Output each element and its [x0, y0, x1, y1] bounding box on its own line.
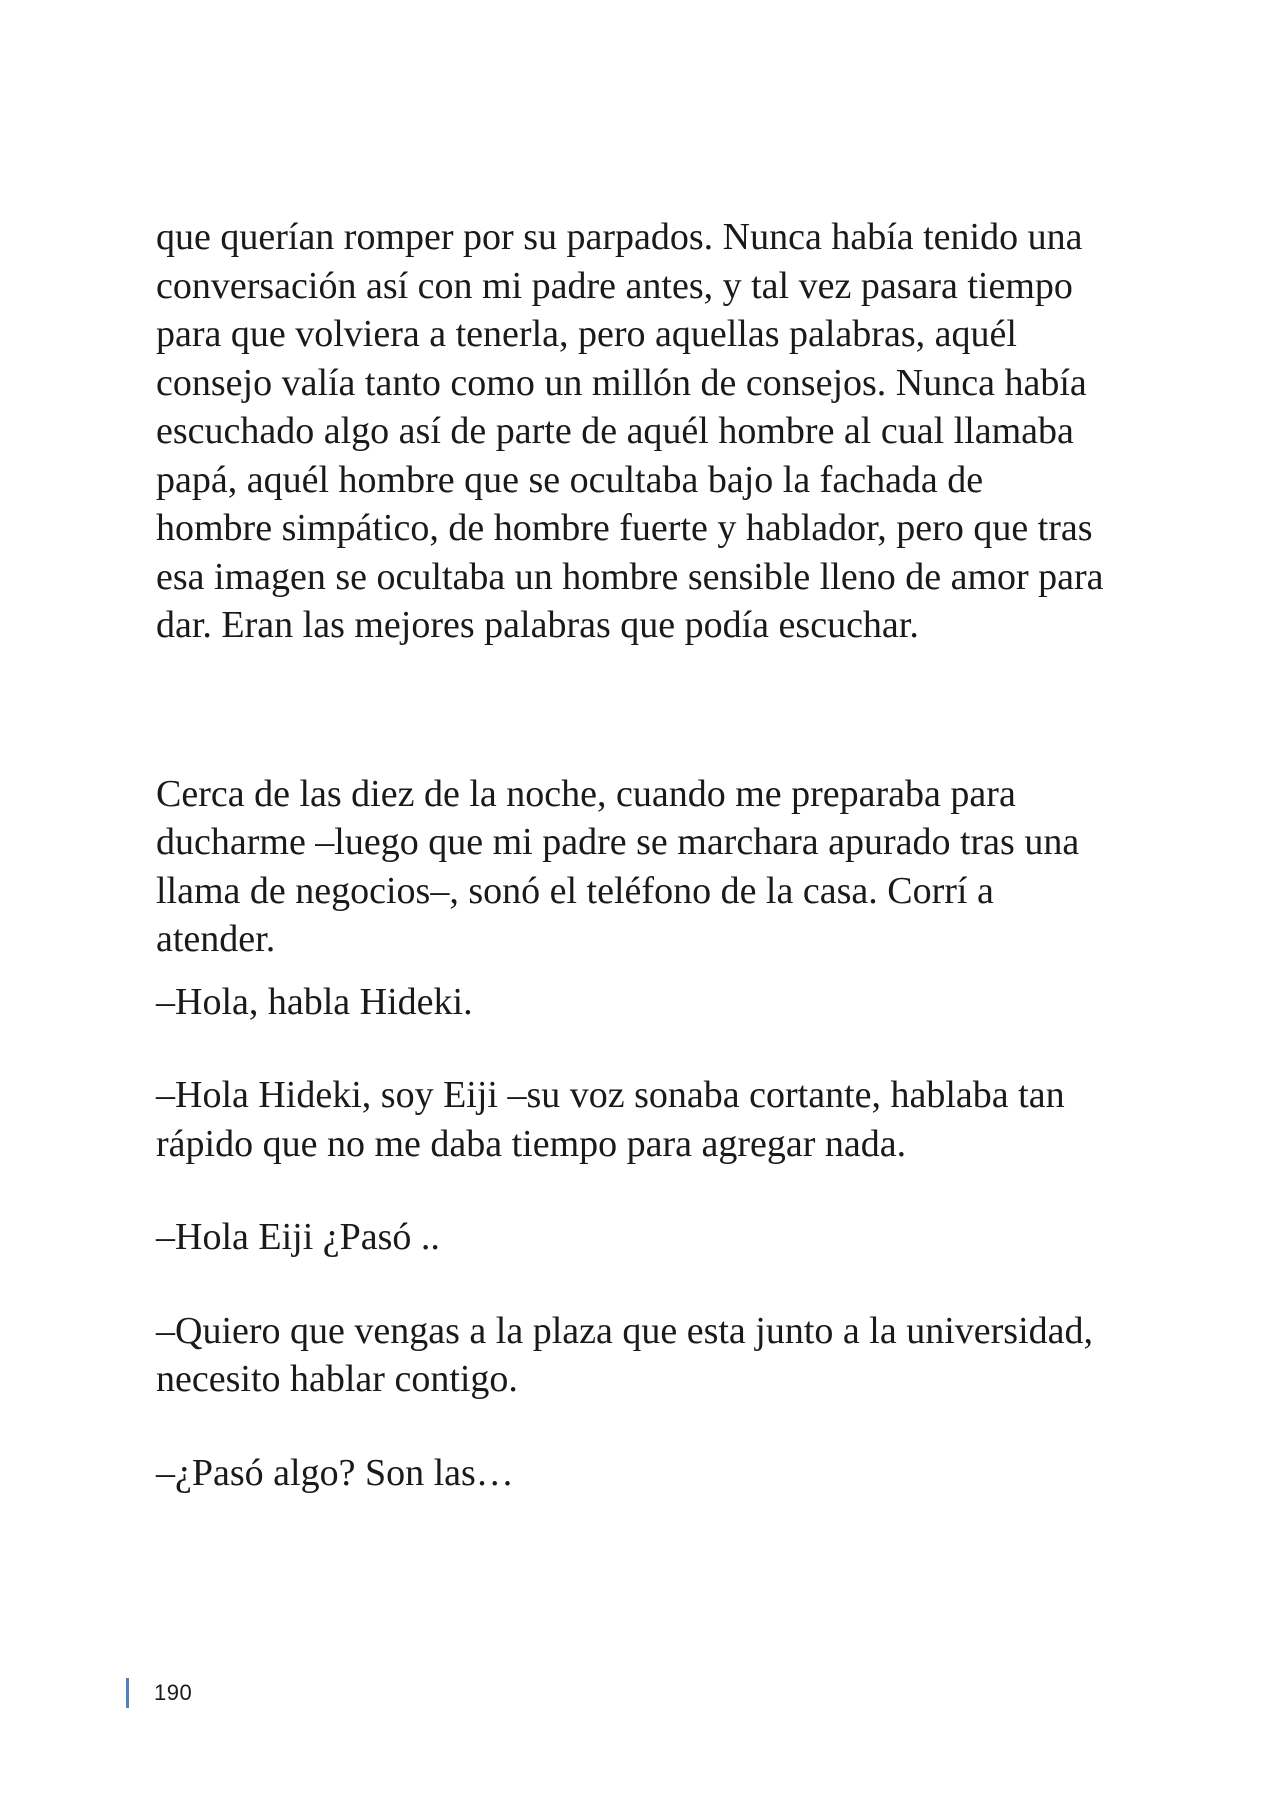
- text-line: –Hola Eiji ¿Pasó ..: [156, 1216, 440, 1258]
- text-line: hombre simpático, de hombre fuerte y hablador, pero que tras: [156, 507, 1093, 549]
- text-line: dar. Eran las mejores palabras que podía escuchar.: [156, 604, 919, 646]
- text-line: que querían romper por su parpados. Nunca había tenido una: [156, 216, 1083, 258]
- dialogue-line: [156, 1213, 1136, 1262]
- text-line: escuchado algo así de parte de aquél hombre al cual llamaba: [156, 410, 1074, 452]
- text-line: ducharme –luego que mi padre se marchara apurado tras una: [156, 821, 1080, 863]
- page-footer: [126, 1677, 192, 1709]
- dialogue-line: [156, 1071, 1136, 1168]
- text-line: esa imagen se ocultaba un hombre sensible lleno de amor para: [156, 555, 1104, 598]
- text-line: necesito hablar contigo.: [156, 1358, 518, 1400]
- body-text: [156, 213, 1136, 1497]
- text-line: –Hola, habla Hideki.: [156, 980, 473, 1023]
- text-line: llama de negocios–, sonó el teléfono de la casa. Corrí a: [156, 869, 994, 912]
- footer-rule: [126, 1678, 129, 1708]
- narrative-paragraph: [156, 770, 1136, 964]
- text-line: papá, aquél hombre que se ocultaba bajo la fachada de: [156, 458, 984, 501]
- dialogue-line: [156, 978, 1136, 1027]
- text-line: Cerca de las diez de la noche, cuando me preparaba para: [156, 772, 1016, 815]
- dialogue-line: [156, 1307, 1136, 1404]
- text-line: conversación así con mi padre antes, y tal vez pasara tiempo: [156, 264, 1073, 307]
- text-line: –Quiero que vengas a la plaza que esta junto a la universidad,: [156, 1309, 1093, 1352]
- text-line: –Hola Hideki, soy Eiji –su voz sonaba cortante, hablaba tan: [156, 1074, 1065, 1116]
- text-line: atender.: [156, 918, 276, 960]
- dialogue-line: [156, 1449, 1136, 1498]
- page-number: 190: [154, 1680, 193, 1705]
- text-line: rápido que no me daba tiempo para agregar nada.: [156, 1122, 907, 1165]
- narrative-paragraph: [156, 213, 1136, 650]
- text-line: –¿Pasó algo? Son las…: [156, 1451, 514, 1494]
- text-line: para que volviera a tenerla, pero aquellas palabras, aquél: [156, 313, 1017, 355]
- text-line: consejo valía tanto como un millón de consejos. Nunca había: [156, 361, 1087, 404]
